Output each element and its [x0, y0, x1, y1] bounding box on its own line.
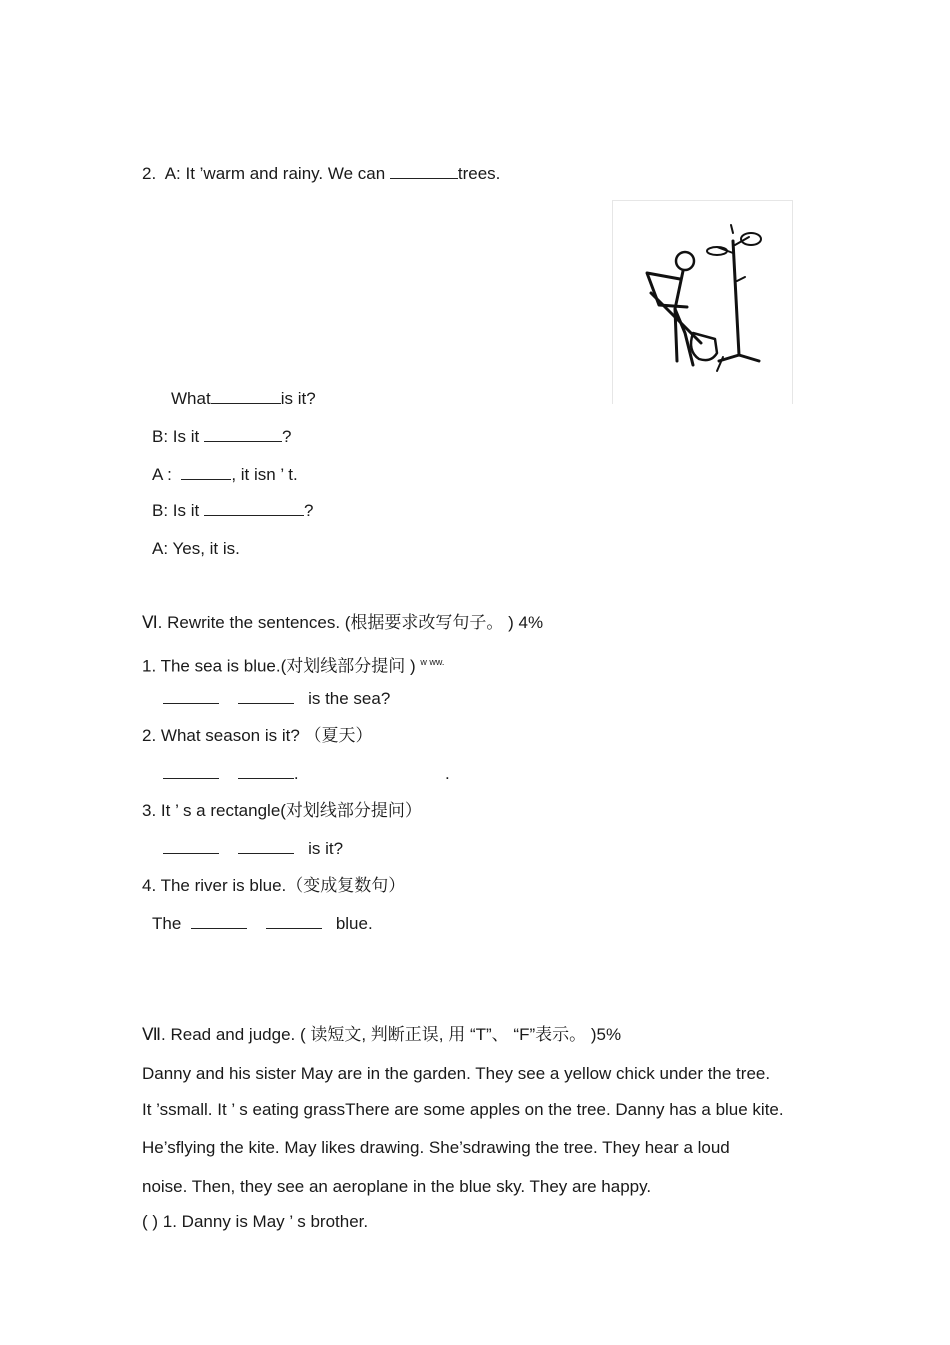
passage-line-3: He’sflying the kite. May likes drawing. She’sdrawing the tree. They hear a loud	[142, 1138, 730, 1157]
stray-dot: .	[445, 764, 450, 783]
blank-1b[interactable]	[238, 689, 294, 704]
blank-b2[interactable]	[204, 501, 304, 516]
what-suffix: is it?	[280, 389, 316, 408]
q2-a2-line	[152, 465, 298, 485]
sec6-heading: Ⅵ. Rewrite the sentences. (根据要求改写句子。 ) 4%	[142, 613, 544, 632]
blank-what[interactable]	[211, 389, 281, 404]
blank-4a[interactable]	[191, 914, 247, 929]
digging-tree-picture	[612, 200, 793, 404]
q2-b1-line	[152, 427, 291, 447]
what-prefix: What	[171, 389, 211, 408]
blank-3b[interactable]	[238, 839, 294, 854]
blank-b1[interactable]	[204, 427, 282, 442]
item2-ans-suffix: .	[293, 764, 299, 783]
q2-b2-line	[152, 501, 313, 521]
a2-prefix: A :	[152, 465, 172, 484]
passage-line-1: Danny and his sister May are in the garden. They see a yellow chick under the tree.	[142, 1064, 771, 1083]
judge-item-1	[142, 1212, 368, 1232]
blank-a2[interactable]	[181, 465, 231, 480]
blank-3a[interactable]	[163, 839, 219, 854]
sec6-item3: 3. It ’ s a rectangle(对划线部分提问）	[142, 801, 422, 820]
blank-4b[interactable]	[266, 914, 322, 929]
passage-line-4: noise. Then, they see an aeroplane in the blue sky. They are happy.	[142, 1177, 652, 1196]
sec6-item4-answer	[152, 914, 373, 934]
judge-item-1-text: 1. Danny is May ’ s brother.	[162, 1212, 369, 1231]
blank-2a[interactable]	[163, 764, 219, 779]
item1-ans-suffix: is the sea?	[308, 689, 391, 708]
item3-ans-suffix: is it?	[308, 839, 344, 858]
sec6-item2: 2. What season is it? （夏天）	[142, 726, 373, 745]
b1-prefix: B: Is it	[152, 427, 200, 446]
q2-a3-line: A: Yes, it is.	[152, 539, 240, 558]
q2-line-a	[142, 164, 500, 184]
item4-suffix: blue.	[335, 914, 373, 933]
stick-figure-illustration	[613, 201, 794, 405]
blank-1a[interactable]	[163, 689, 219, 704]
b2-suffix: ?	[303, 501, 314, 520]
sec6-item1-answer	[163, 689, 390, 709]
sec6-item4: 4. The river is blue.（变成复数句）	[142, 876, 406, 895]
blank-2b[interactable]	[238, 764, 294, 779]
sec6-item2-answer	[163, 764, 299, 784]
b2-prefix: B: Is it	[152, 501, 200, 520]
blank-plant[interactable]	[390, 164, 458, 179]
judge-answer-box[interactable]: ( )	[142, 1212, 159, 1231]
q2-a-prefix: A: It ’warm and rainy. We can	[164, 164, 386, 183]
b1-suffix: ?	[281, 427, 292, 446]
sec6-item3-answer	[163, 839, 343, 859]
sec7-heading: Ⅶ. Read and judge. ( 读短文, 判断正误, 用 “T”、 “F”表示。 )5%	[142, 1025, 622, 1044]
q2-what-line	[171, 389, 316, 409]
q2-number: 2.	[142, 164, 157, 183]
item1-text: 1. The sea is blue.(对划线部分提问 )	[142, 656, 416, 676]
item1-marks: w ww.	[420, 657, 445, 667]
sec6-item1	[142, 652, 444, 677]
q2-a-suffix: trees.	[457, 164, 501, 183]
item4-prefix: The	[152, 914, 182, 933]
passage-line-2: It ’ssmall. It ’ s eating grassThere are some apples on the tree. Danny has a blue kite.	[142, 1100, 784, 1119]
a2-suffix: , it isn ’ t.	[231, 465, 298, 484]
